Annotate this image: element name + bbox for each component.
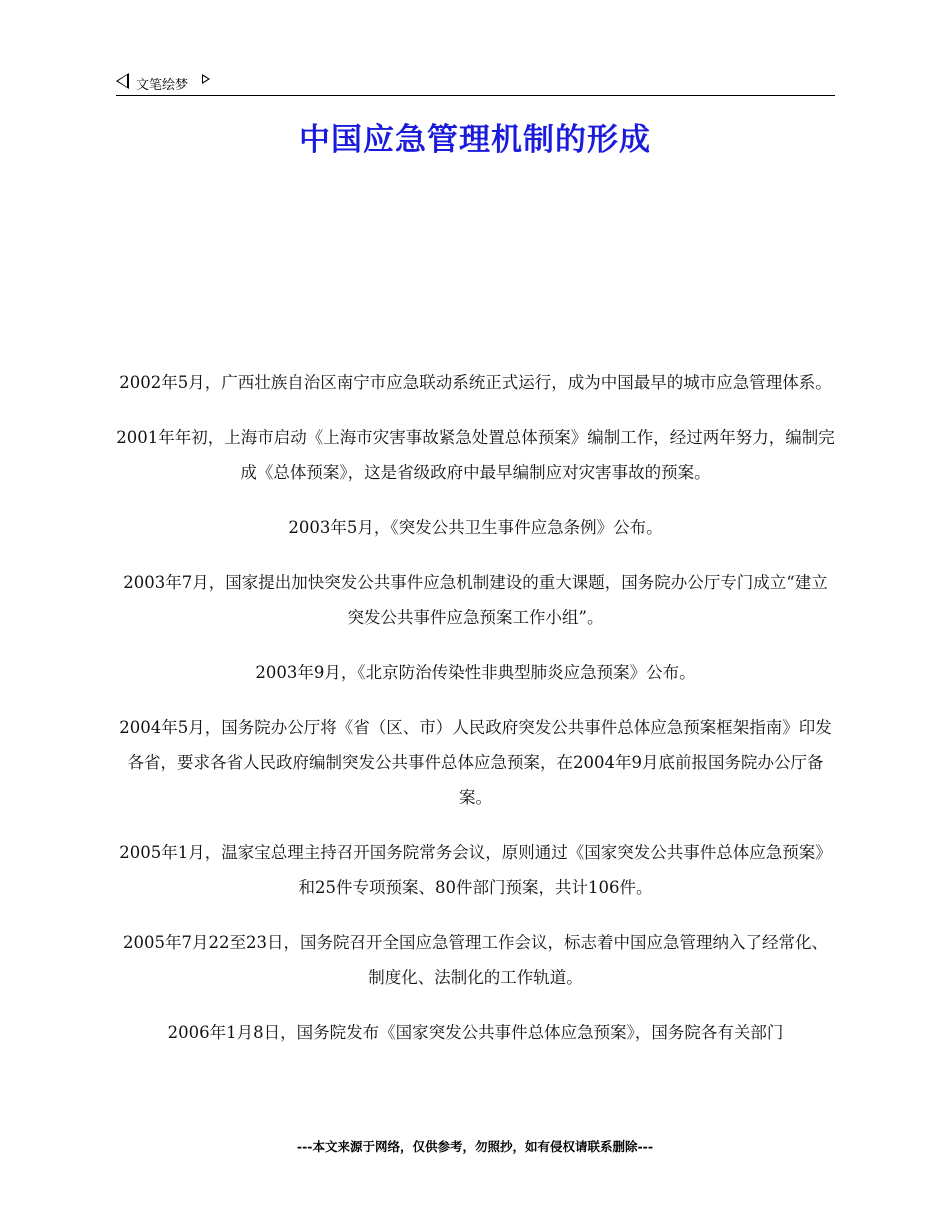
document-title: 中国应急管理机制的形成 xyxy=(299,122,651,158)
page-footer: ---本文来源于网络，仅供参考，勿照抄，如有侵权请联系删除--- xyxy=(296,1139,654,1154)
header-brand: 文笔绘梦 xyxy=(136,78,189,93)
paragraph: 2005年1月，温家宝总理主持召开国务院常务会议，原则通过《国家突发公共事件总体应急预案》和25件专项预案、80件部门预案，共计106件。 xyxy=(119,843,832,897)
triangle-right-icon xyxy=(202,74,210,84)
paragraph: 2006年1月8日，国务院发布《国家突发公共事件总体应急预案》，国务院各有关部门 xyxy=(167,1023,784,1042)
page-header xyxy=(116,72,835,96)
paragraph: 2003年9月，《北京防治传染性非典型肺炎应急预案》公布。 xyxy=(255,663,696,682)
paragraph: 2001年年初，上海市启动《上海市灾害事故紧急处置总体预案》编制工作，经过两年努力，编制完成《总体预案》，这是省级政府中最早编制应对灾害事故的预案。 xyxy=(116,428,835,482)
triangle-left-icon xyxy=(116,73,129,89)
paragraph: 2003年7月，国家提出加快突发公共事件应急机制建设的重大课题，国务院办公厅专门成立“建立突发公共事件应急预案工作小组”。 xyxy=(123,573,828,627)
paragraph: 2005年7月22至23日，国务院召开全国应急管理工作会议，标志着中国应急管理纳入了经常化、制度化、法制化的工作轨道。 xyxy=(123,933,828,987)
paragraph: 2004年5月，国务院办公厅将《省（区、市）人民政府突发公共事件总体应急预案框架指南》印发各省，要求各省人民政府编制突发公共事件总体应急预案，在2004年9月底前报国务院办公厅备案。 xyxy=(119,718,832,807)
paragraph: 2003年5月，《突发公共卫生事件应急条例》公布。 xyxy=(288,518,663,537)
document-body xyxy=(116,365,835,1070)
paragraph: 2002年5月，广西壮族自治区南宁市应急联动系统正式运行，成为中国最早的城市应急管理体系。 xyxy=(119,373,832,392)
